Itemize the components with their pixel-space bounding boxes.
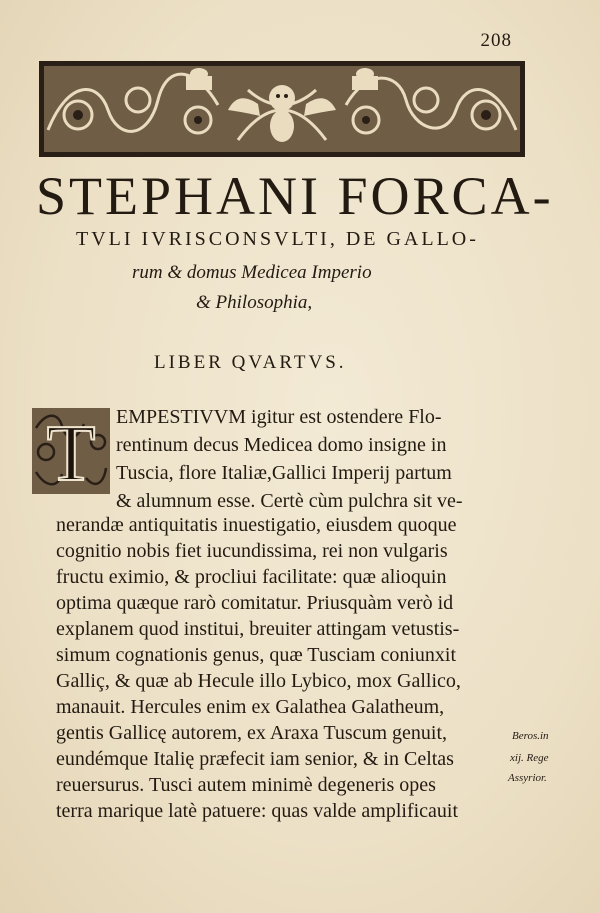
text-line: rentinum decus Medicea domo insigne in bbox=[116, 434, 447, 456]
margin-note: xij. Rege bbox=[510, 752, 549, 764]
page-number: 208 bbox=[480, 30, 512, 51]
text-line: terra marique latè patuere: quas valde amplificauit bbox=[56, 800, 459, 822]
text-line: cognitio nobis fiet iucundissima, rei non vulgaris bbox=[56, 540, 448, 562]
text-line: fructu eximio, & procliui facilitate: quæ alioquin bbox=[56, 566, 447, 588]
text-line: Tuscia, flore Italiæ,Gallici Imperij partum bbox=[116, 462, 452, 484]
text-line: optima quæque rarò comitatur. Priusquàm verò id bbox=[56, 592, 454, 614]
text-line: manauit. Hercules enim ex Galathea Galatheum, bbox=[56, 696, 445, 718]
text-line: simum cognationis genus, quæ Tusciam coniunxit bbox=[56, 644, 457, 666]
title: STEPHANI FORCA- bbox=[36, 166, 554, 226]
ornamental-headpiece-icon bbox=[38, 60, 526, 158]
text-line: gentis Gallicę autorem, ex Araxa Tuscum genuit, bbox=[56, 722, 448, 744]
drop-cap-letter: T bbox=[46, 410, 96, 494]
margin-note: Assyrior. bbox=[508, 772, 547, 784]
subtitle: TVLI IVRISCONSVLTI, DE GALLO- bbox=[76, 228, 479, 250]
text-line: explanem quod institui, breuiter attingam vetustis- bbox=[56, 618, 460, 640]
book-heading: LIBER QVARTVS. bbox=[154, 352, 347, 373]
text-line: EMPESTIVVM igitur est ostendere Flo- bbox=[116, 406, 442, 428]
margin-note: Beros.in bbox=[512, 730, 549, 742]
text-line: & alumnum esse. Certè cùm pulchra sit ve- bbox=[116, 490, 463, 512]
text-line: Galliç, & quæ ab Hecule illo Lybico, mox Gallico, bbox=[56, 670, 461, 692]
italic-title-line: & Philosophia, bbox=[196, 292, 313, 313]
text-line: reuersurus. Tusci autem minimè degeneris opes bbox=[56, 774, 436, 796]
drop-cap-icon bbox=[32, 408, 110, 494]
text-line: nerandæ antiquitatis inuestigatio, eiusdem quoque bbox=[56, 514, 457, 536]
italic-title-line: rum & domus Medicea Imperio bbox=[132, 262, 372, 283]
text-line: eundémque Italię præfecit iam senior, & in Celtas bbox=[56, 748, 454, 770]
